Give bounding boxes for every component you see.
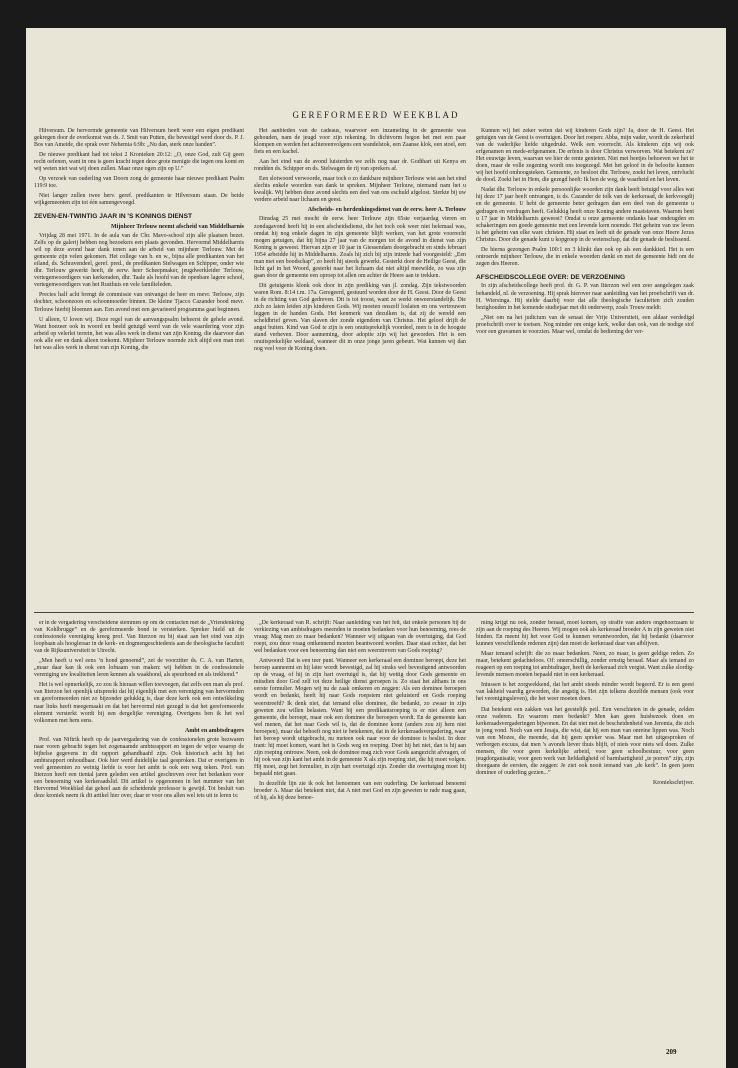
column-1 xyxy=(34,128,244,604)
paragraph: er in de vergadering verscheidene stemmen op om de contacten met de „Vriendenkring van Kohlbrugge” en de gereformeerde bond te versterken. Spreker hield uit de confessionele vereniging kreeg prof. Van Itterzon nu bij staat aan het eind van zijn loopbaan als hoogleraar in de kerk- en dogmengeschiedenis aan de theologische faculteit van de Rijksuniversiteit te Utrecht. xyxy=(34,620,244,655)
paragraph: Vrijdag 28 mei 1971. In de aula van de Chr. Mavo-school zijn alle plaatsen bezet. Zelfs op de galerij hebben nog bezoekers een plaats gevonden. Hervormd Middelharnis wil op deze avond haar dank tonen aan de arbeid van mijnheer Terlouw. Met de gemeente zijn velen gekomen. Het college van b. en w., bijna alle predikanten van het eiland, ds. Schravendeel, geref. pred., de predikanten Stelwagen en Schipper, onder wie dhr. Terlouw gewerkt heeft, de eerw. heer Scheepmaker, jeugdwerkleider Terlouw, vertegenwoordigers van kerkeraden, dhr. Taale als hoofd van de openbare lagere school, vertegenwoordigers van het Rusthuis en vele familieleden. xyxy=(34,233,244,289)
section-heading: ZEVEN-EN-TWINTIG JAAR IN 'S KONINGS DIENST xyxy=(34,213,192,221)
subheading: Mijnheer Terlouw neemt afscheid van Middelharnis xyxy=(110,224,244,231)
subheading: Ambt en ambtsdragers xyxy=(185,727,244,734)
column-3 xyxy=(476,128,694,604)
paragraph: Precies half acht brengt de commissie van ontvangst de heer en mevr. Terlouw, zijn dochter, schoonzoon en schoonmoeder binnen. De kleine Tjacco Cazander bood mevr. Terlouw hierbij bloemen aan. Een avond met een gevarieerd programma gaat beginnen. xyxy=(34,292,244,313)
paragraph: Aan het eind van de avond luisterden we zelfs nog naar dr. Godthart uit Kenya en rondden ds. Schipper en ds. Stelwagen de rij van sprekers af. xyxy=(254,159,466,173)
paragraph: Niet langer zullen twee herv. geref. predikanten te Hilversum staan. De beide wijkgemeenten zijn tot één samengevoegd. xyxy=(34,193,244,207)
paragraph: ming krijgt nu ook, zonder beraad, moet komen, op straffe van anders ongehoorzaam te zijn aan de roeping des Heeren. Wij mogen ook als kerkeraad broeder A in zijn geweten niet binden. En meent hij het voor God te kunnen verantwoorden, dat hij bedankt (daarvoor kunnen verschillende redenen zijn) dan moet de kerkeraad daar van afblijven. xyxy=(476,620,694,648)
paragraph: Maar iemand schrijft: die zo maar bedanken. Neen, zo maar, is geen geldige reden. Zo maar, betekent gedachteloos. Of: oneerschillig, zonder ernstig beraad. Maar als iemand zo reageert op een roeping tot ambtsdrager, heeft de kerkeraad zich vergist. Want zulke slordig-levende mensen moeten bepaald niet in een kerkeraad. xyxy=(476,651,694,679)
paragraph: Dat betekent een zakken van het geestelijk peil. Een verschieten in de genade, zelden onze vaderen. En waarom men bedankt? Men kan geen huisbezoek doen en kerkeraadsvergaderingen bijwonen. En dat niet met de bescheidenheid van Jeremia, die zich te jong vond. Noch van een Jesaja, die wist, dat hij een man van onreine lippen was. Noch van een Mozes, die meende, dat hij geen spreker was. Maar met het uitgesproken of verborgen excuus, dat men ’s avonds liever thuis blijft, of niets voor niets wil doen. Zulke mensen, die voor geen kerkelijke arbeid, voor geen schoolbestuur, voor geen jeugdorganisatie, voor geen werk van liefdadigheid of barmhartigheid „te porren” zijn, zijn doorgaans de eersten, die zeggen: Je ziet ook nooit iemand van „de kerk”. In geen jaren dominee of ouderling gezien...” xyxy=(476,706,694,776)
paragraph: De hierna gezongen Psalm 100:1 en 3 klinkt dan ook op als een dankkied. Het is een ontroerde mijnheer Terlouw, die in enkele woorden dankt en met de gemeente bidt om de zegen des Heeren. xyxy=(476,246,694,267)
signature: Kroniekschrijver. xyxy=(652,779,694,786)
subheading: Afscheids- en herdenkingsdienst van de eerw. heer A. Terlouw xyxy=(307,207,466,214)
paragraph: U alleen, U loven wij. Deze regel van de aanvangspsalm beheerst de gehele avond. Want hoezeer ook in woord en beeld getuigd werd van de vele waardering voor zijn arbeid op velerlei terrein, het was alles werk in dienst van zijn Koning, die daarvoor dan ook alle eer en dank alleen toekomt. Mijnheer Terlouw noemde zich altijd een man met het was alles werk in dienst van zijn Koning, die xyxy=(34,316,244,351)
paragraph: Het aanbieden van de cadeaus, waarvoor een inzameling in de gemeente was gehouden, nam de jeugd voor zijn rekening. In dichtvorm begon het met een paar klompen en werden het achtereenvolgens een wandelstok, een Zaanse klok, een stoel, een fiets en een kachel. xyxy=(254,128,466,156)
running-header: GEREFORMEERD WEEKBLAD xyxy=(292,110,460,120)
paragraph: „Men heeft u wel eens ‘n hond genoemd”, zei de voorzitter ds. C. A. van Harten, „maar daar kan ik ook een lofnaam van maken: wij hebben in de confessionele vereniging uw kwaliteiten leren kennen als waakhond, als speurhond en als trekhond.” xyxy=(34,658,244,679)
paragraph: „De kerkeraad van R. schrijft: Naar aanleiding van het feit, dat enkele personen bij de verkiezing van ambtsdragers meenden te moeten bedanken voor hun benoeming, rees de vraag: Mag men zo maar bedanken? Wanneer wij uitgaan van de overtuiging, dat God roept, zou deze vraag ontkennend moeten beantwoord worden. Daar staat echter, dat het wel bedanken voor een benoeming dan niet een weerstreven van Gods roeping? xyxy=(254,620,466,655)
paragraph: Dit getuigenis klonk ook door in zijn prediking van jl. zondag. Zijn tekstwoorden waren Rom. 8:14 t.m. 17a. Geregeerd, gestuurd worden door de H. Geest. Door de Geest in de richting van God gedreven. Dit is tot troost, want ze werkt onweerstandelijk. Die zich zo laten leiden zijn kinderen Gods. Wij moeten onszelf loslaten en ons vertrouwen leggen in de handen Gods. Het kenmerk van dezulken is, dat zij de wereld een scheldbrief geven. Van slaven der zonde eigendom van Christus. Het geloof drijft de angst buiten. Kind van God te zijn is een onuitsprekelijk voordeel, men is in de hoogste stand verheven. Door aanneming, door adoptie zijn wij het geworden. Het is een onuitsprekelijke weldaad, wanneer dit in onze jonge jaren gebeurt. Wat kunnen wij dan nog veel voor de Koning doen. xyxy=(254,282,466,353)
paragraph: Op verzoek van ouderling van Doorn zong de gemeente haar nieuwe predikant Psalm 119:9 toe. xyxy=(34,176,244,190)
column-2 xyxy=(254,128,466,604)
paragraph: Nadat dhr. Terlouw in enkele persoonlijke woorden zijn dank heeft betuigd voor alles wat hij deze 17 jaar heeft ontvangen, is ds. Cazander de tolk van de kerkeraad, de kerkvoogdij en de gemeente. U hebt de gemeente beter gedragen dan een deel van de gemeente u gedragen en verdragen heeft. Gelukkig heeft onze Koning andere maatstaven. Waarom bent u 17 jaar in Middelharnis geweest? Omdat u onze gemeente ondanks haar ondeugden en schakeringen een goede gemeente met een levende kern noemde. Het geheim van uw leven is het geheim van elke ware christen. Hij staat en leeft uit de genade van onze Heere Jezus Christus. Door die genade kunt u kopgroep in de wetenschap, dat die genade de beslissend. xyxy=(476,187,694,243)
magazine-page xyxy=(26,28,726,1068)
column-5 xyxy=(254,620,466,1058)
column-4 xyxy=(34,620,244,1058)
paragraph: Het is wel opmerkelijk, zo zou ik hieraan willen toevoegen, dat zelfs een man als prof. van Itterzon het openlijk uitspreekt dat hij eigenlijk met een vereniging van hervormden en gereformeerden niet zo bijzonder gelukkig is, daar deze kerk ook een ontwikkeling naar links heeft meegemaakt en dat het hervormd niet gezegd is dat het gereformeerde element versterkt wordt bij een dergelijke vereniging. Overigens ben ik het wel volkomen met hem eens. xyxy=(34,682,244,724)
paragraph: Kunnen wij het zeker weten dat wij kinderen Gods zijn? Ja, door de H. Geest. Het getuigen van de Geest is overtuigen. Door het roepen: Abba, mijn vader, wordt de zekerheid van de vaderlijke liefde uitgedrukt. Welk een voorrecht. Als kinderen zijn wij ook erfgenamen en mede-erfgenamen. De erfenis is door Christus verworven. Wat betekent ze? Het eeuwige leven, waarvan we hier de rente genieten. Niet met beetjes behoeven we het te doen, maar de volle zegening wordt ons toegezegd. Met het geloof in de beloofte kunnen wij het hoofd omhoogsteken. Gemeente, zo besloot dhr. Terlouw, zoekt het leven, ontvlucht de dood. Zoekt het in Hem, die gezegd heeft: Ik ben de weg, de waarheid en het leven. xyxy=(476,128,694,184)
page-number: 209 xyxy=(666,1048,677,1056)
paragraph: Intussen is het zorgwekkend, dat het ambt steeds minder wordt begeerd. Er is een geest van lakheid vaardig geworden, die angstig is. Het zijn telkens dezelfde mensen (ook voor het verenigingsleven), die het weer moeten doen. xyxy=(476,682,694,703)
paragraph: Een slotwoord verwoorde, maar toch o zo dankbare mijnheer Terlouw wist aan het eind slechts enkele woorden van dank te spreken. Mijnheer Terlouw, niemand nam het u kwalijk. Wij hebben deze avond slechts een deel van ons eschuld afgelost. Sterkte bij uw verdere arbeid naar lichaam en geest. xyxy=(254,176,466,204)
paragraph: Hilversum. De hervormde gemeente van Hilversum heeft weer een eigen predikant gekregen door de overkomst van ds. J. Smit van Putten, die bevestigd werd door ds. P. J. Bos van Ameide, die sprak over Nehemia 6:9b: „Nu dan, sterk onze handen”. xyxy=(34,128,244,149)
horizontal-divider xyxy=(34,612,694,613)
paragraph: Prof. van Niftrik heeft op de jaarvergadering van de confessionelen grote bezwaren naar voren gebracht tegen het zogenaamde ambtsrapport en tegen de wijze waarop de bijbelse gegevens in dit rapport gehandhaafd zijn. Ook historisch acht hij het ambtsrapport onhoudbaar. Ook hier werd duidelijke taal gesproken. Dat er overigens in veel gemeenten zo weinig liefde is voor het ambt is ook een weg teken. Prof. van Itterzon heeft een tiental jaren geleden een artikel geschreven over het bedanken voor een benoeming van kerkeraadslid. Dit artikel is opgenomen in het nummer van het Hervormd Weekblad dat geheel aan de scheidende professor is gewijd. Tot besluit van deze kroniek neem ik dit artikel hier over, daar er voor ons allen wel iets uit te leren is: xyxy=(34,736,244,800)
column-6 xyxy=(476,620,694,1020)
paragraph: Dinsdag 25 mei mocht de eerw. heer Terlouw zijn 65ste verjaardag vieren en zondagavond heeft hij in een afscheidsdienst, die het toch ook weer niet helemaal was, omdat hij nog enkele dagen in zijn gemeente blijft werken, van het grote voorrecht mogen getuigen, dat hij bijna 27 jaar van de morgen tot de avond in dienst van zijn Koning is geweest. Hiervan zijn er 10 jaar in Giessendam doorgebracht en sinds februari 1954 arbeidde hij in Middelharnis. Zoals hij zich bij zijn intrede had voorgesteld: „Een man met een boodschap”, zo heeft hij steeds gewerkt. Gesterkt door de Heilige Geest, die licht gaf in het Woord, gesterkt naar het lichaam dat niet altijd meewilde, zo was zijn gaan door de gemeente een oproep tot allen om achter de Heere aan te trekken. xyxy=(254,216,466,279)
paragraph: In zijn afscheidscollege heeft prof. dr. G. P. van Itterzon wel een zeer aangelegen zaak behandeld, nl. de verzoening. Hij sprak hierover naar aanleiding van het proefschrift van dr. H. Wiersinga. Hij stelde daarbij voor dat alle theologische faculteiten zich zouden bezighouden in het komende studiejaar met dit onderwerp, zoals Trouw meldt: xyxy=(476,283,694,311)
paragraph: In dezelfde lijn zie ik ook het benoemen van een ouderling. De kerkeraad benoemt broeder A. Maar dat betekent niet, dat A niet met God en zijn geweten te rade mag gaan, of hij, als hij deze benoe- xyxy=(254,781,466,802)
paragraph: Antwoord: Dat is een teer punt. Wanneer een kerkeraad een dominee beroept, deze het beroep aanneemt en hij later wordt bevestigd, zal hij straks wel bevestigend antwoorden op de vraag, of hij in zijn hart overtuigd is, dat hij wettig door Gods gemeente en mitsdien door God zelf tot deze heilige dienst geroepen is. Zo staat het althans in ons eerste formulier. Mogen wij nu de zaak omkeren en zeggen: Als een dominee beroepen wordt en bedankt, heeft hij naar Gods roepstem niet geluisterd en Gods roeping weerstreefd? Ik denk niet, dat iemand elke dominee, die bedankt, zo zwaar in zijn geweten zou willen belasten. Want bij een predikantsroeping is er niet alleen een gemeente, die beroept, maar ook een dominee die beroepen wordt. En de gemeente kan wel menen, dat het naar Gods wil is, dat de dominee komt (anders zou zij hem niet beroepen), maar dat behoeft nog niet te betekenen, dat in de kerkeraadsvergadering, waar het beroep wordt uitgebracht, nu meteen ook naar voor de dominee is beslist. In deze trant: hij moet komen, want het is Gods weg en roeping. Doet hij het niet, dan is hij aan zijn roeping ontrouw. Neen, ook de dominee mag zich voor Gods aangezicht afvragen, of hij ook van zijn kant het ambt in de gemeente X als zijn roeping ziet, die hij moet volgen. Hij moet, zegt het formulier, in zijn hart overtuigd zijn. Zonder die overtuiging moet hij bepaald niet gaan. xyxy=(254,658,466,777)
section-heading: AFSCHEIDSCOLLEGE OVER: DE VERZOENING xyxy=(476,273,626,281)
paragraph: De nieuwe predikant had tot tekst 2 Kronieken 20:12: „O, onze God, zult Gij geen recht oefenen, want in ons is geen kracht tegen deze grote menigte die tegen ons komt en wij weten niet wat wij doen zullen. Maar onze ogen zijn op U.” xyxy=(34,152,244,173)
paragraph: „Niet om na het judicium van de senaat der Vrije Universiteit, een aldaar verdedigd proefschrift over te toetsen. Nog minder om enige kerk, welke dan ook, van de nodige stof voor een gravamen te voorzien. Maar wel, omdat de bediening der ver- xyxy=(476,314,694,335)
